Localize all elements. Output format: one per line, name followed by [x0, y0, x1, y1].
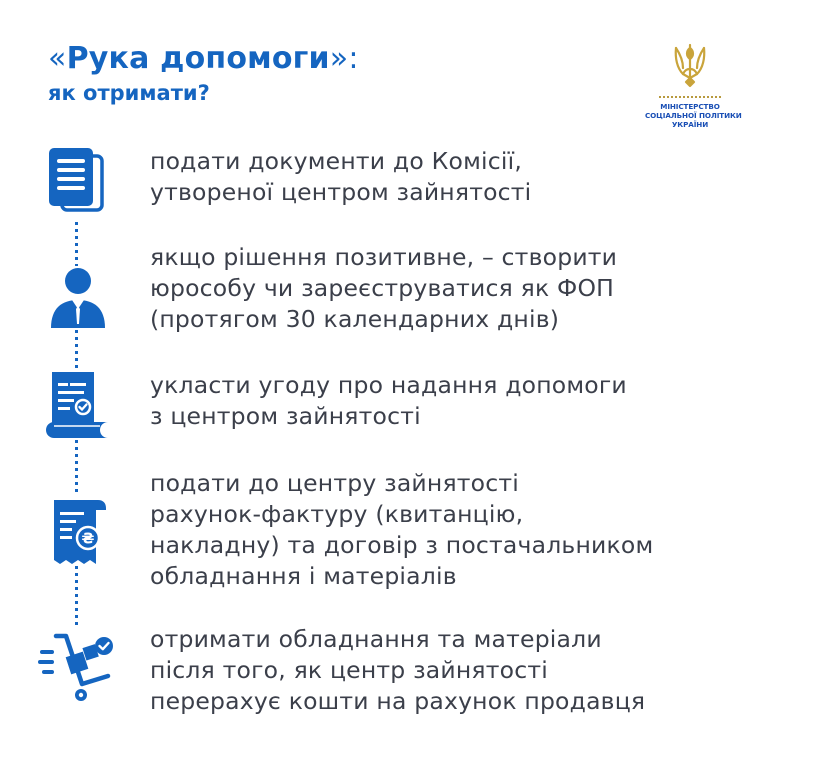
- title-quote-close: »:: [329, 41, 359, 76]
- logo-line-1: МІНІСТЕРСТВО: [660, 102, 720, 111]
- step-1-text: подати документи до Комісії, утвореної центром зайнятості: [150, 147, 532, 206]
- title-quote-open: «: [48, 41, 67, 76]
- invoice-hryvnia-icon: [40, 494, 116, 570]
- timeline-connector: [75, 440, 78, 492]
- logo-line-2: СОЦІАЛЬНОЇ ПОЛІТИКИ: [645, 111, 742, 120]
- timeline-connector: [75, 566, 78, 628]
- document-stack-icon: [40, 144, 116, 220]
- step-5-text: отримати обладнання та матеріали після того, як центр зайнятості перерахує кошти на рахунок продавця: [150, 625, 646, 715]
- person-user-icon: [40, 262, 116, 338]
- agreement-scroll-icon: [42, 370, 118, 446]
- timeline-connector: [75, 222, 78, 266]
- page-subtitle: як отримати?: [48, 81, 210, 105]
- step-4-text: подати до центру зайнятості рахунок-фактуру (квитанцію, накладну) та договір з постачальником обладнання і матеріалів: [150, 469, 654, 590]
- svg-text:₴: ₴: [81, 529, 95, 548]
- step-2-text: якщо рішення позитивне, – створити юрособу чи зареєструватися як ФОП (протягом 30 календарних днів): [150, 243, 618, 333]
- step-3-text: укласти угоду про надання допомоги з центром зайнятості: [150, 371, 627, 430]
- title-main: Рука допомоги: [66, 41, 330, 76]
- delivery-cart-icon: [38, 630, 114, 706]
- logo-line-3: УКРАЇНИ: [671, 120, 709, 129]
